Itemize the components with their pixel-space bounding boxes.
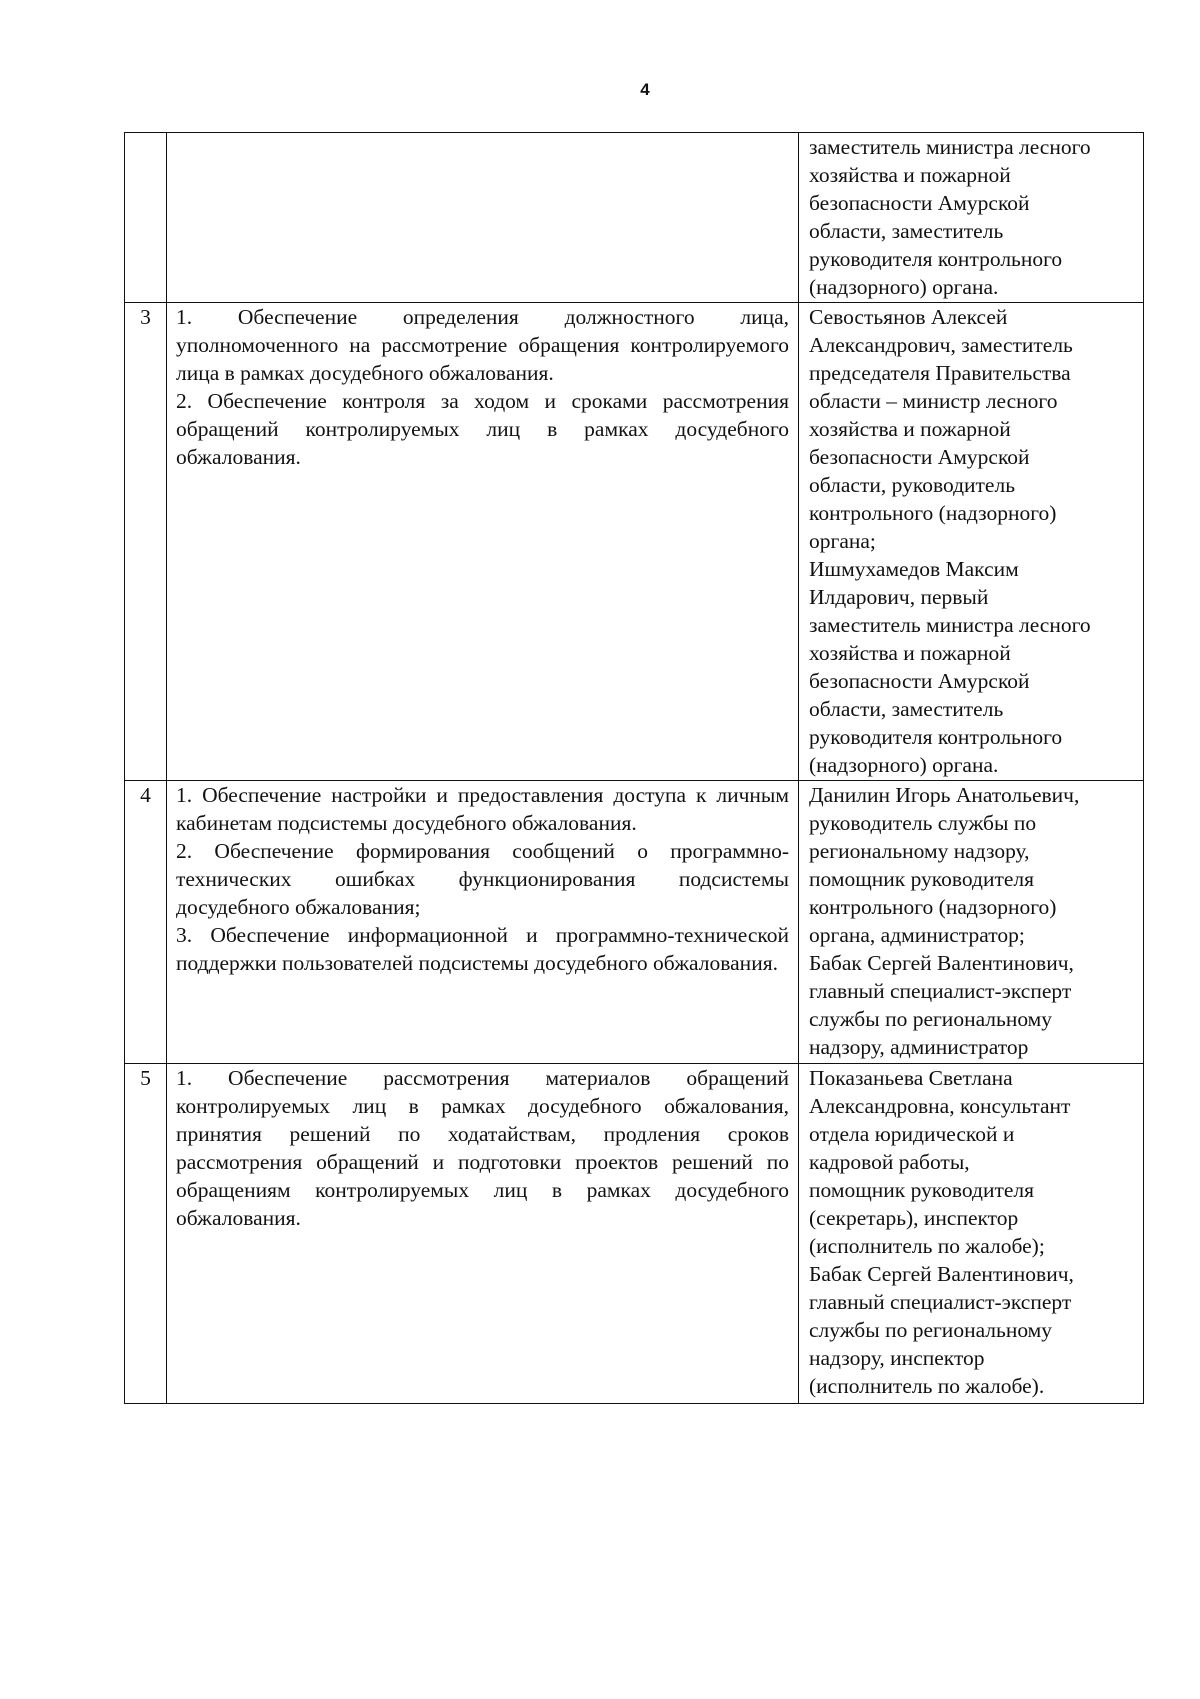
person-line: контрольного (надзорного) bbox=[809, 501, 1057, 525]
persons-cell bbox=[799, 303, 1144, 781]
table-row bbox=[125, 133, 1144, 303]
tasks-cell bbox=[167, 781, 799, 1064]
person-line: хозяйства и пожарной bbox=[809, 163, 1011, 187]
person-line: (секретарь), инспектор bbox=[809, 1206, 1019, 1230]
task-item: 1. Обеспечение настройки и предоставления доступа к личным кабинетам подсистемы досудебного обжалования. bbox=[176, 783, 789, 835]
table-row bbox=[125, 1064, 1144, 1404]
person-line: отдела юридической и bbox=[809, 1122, 1015, 1146]
person-line: (надзорного) органа. bbox=[809, 753, 999, 777]
person-line: надзору, администратор bbox=[809, 1035, 1029, 1059]
person-line: (исполнитель по жалобе). bbox=[809, 1374, 1045, 1398]
person-line: органа, администратор; bbox=[809, 923, 1025, 947]
task-item: 2. Обеспечение формирования сообщений о программно-технических ошибках функционирования подсистемы досудебного обжалования; bbox=[176, 839, 789, 919]
row-number: 3 bbox=[125, 303, 167, 781]
person-line: помощник руководителя bbox=[809, 1178, 1035, 1202]
person-line: главный специалист-эксперт bbox=[809, 1290, 1072, 1314]
person-line: хозяйства и пожарной bbox=[809, 641, 1011, 665]
task-item: 1. Обеспечение определения должностного лица, уполномоченного на рассмотрение обращения контролируемого лица в рамках досудебного обжалования. bbox=[176, 305, 789, 385]
tasks-cell bbox=[167, 1064, 799, 1404]
task-item: 3. Обеспечение информационной и программно-технической поддержки пользователей подсистемы досудебного обжалования. bbox=[176, 923, 789, 975]
tasks-cell bbox=[167, 133, 799, 303]
page-number: 4 bbox=[640, 80, 650, 99]
responsibilities-table bbox=[124, 132, 1144, 1404]
row-number: 5 bbox=[125, 1064, 167, 1404]
person-line: Бабак Сергей Валентинович, bbox=[809, 951, 1074, 975]
person-line: контрольного (надзорного) bbox=[809, 895, 1057, 919]
person-line: руководителя контрольного bbox=[809, 247, 1063, 271]
person-line: Александрович, заместитель bbox=[809, 333, 1073, 357]
person-line: (надзорного) органа. bbox=[809, 275, 999, 299]
row-number: 4 bbox=[125, 781, 167, 1064]
person-line: заместитель министра лесного bbox=[809, 135, 1091, 159]
person-line: органа; bbox=[809, 529, 876, 553]
person-line: службы по региональному bbox=[809, 1318, 1053, 1342]
person-line: региональному надзору, bbox=[809, 839, 1030, 863]
person-line: Бабак Сергей Валентинович, bbox=[809, 1262, 1074, 1286]
person-line: (исполнитель по жалобе); bbox=[809, 1234, 1045, 1258]
person-line: безопасности Амурской bbox=[809, 445, 1030, 469]
person-line: области, заместитель bbox=[809, 697, 1004, 721]
person-line: безопасности Амурской bbox=[809, 669, 1030, 693]
person-line: надзору, инспектор bbox=[809, 1346, 985, 1370]
person-line: Ишмухамедов Максим bbox=[809, 557, 1019, 581]
person-line: кадровой работы, bbox=[809, 1150, 970, 1174]
person-line: Показаньева Светлана bbox=[809, 1066, 1013, 1090]
person-line: руководителя контрольного bbox=[809, 725, 1063, 749]
task-item: 2. Обеспечение контроля за ходом и сроками рассмотрения обращений контролируемых лиц в рамках досудебного обжалования. bbox=[176, 389, 789, 469]
person-line: заместитель министра лесного bbox=[809, 613, 1091, 637]
person-line: руководитель службы по bbox=[809, 811, 1037, 835]
person-line: безопасности Амурской bbox=[809, 191, 1030, 215]
row-number bbox=[125, 133, 167, 303]
person-line: хозяйства и пожарной bbox=[809, 417, 1011, 441]
person-line: Александровна, консультант bbox=[809, 1094, 1071, 1118]
table-row bbox=[125, 303, 1144, 781]
person-line: Илдарович, первый bbox=[809, 585, 989, 609]
person-line: области – министр лесного bbox=[809, 389, 1058, 413]
persons-cell bbox=[799, 133, 1144, 303]
person-line: главный специалист-эксперт bbox=[809, 979, 1072, 1003]
person-line: службы по региональному bbox=[809, 1007, 1053, 1031]
person-line: Данилин Игорь Анатольевич, bbox=[809, 783, 1080, 807]
person-line: Севостьянов Алексей bbox=[809, 305, 1008, 329]
person-line: помощник руководителя bbox=[809, 867, 1035, 891]
person-line: области, руководитель bbox=[809, 473, 1015, 497]
person-line: области, заместитель bbox=[809, 219, 1004, 243]
persons-cell bbox=[799, 1064, 1144, 1404]
person-line: председателя Правительства bbox=[809, 361, 1071, 385]
tasks-cell bbox=[167, 303, 799, 781]
persons-cell bbox=[799, 781, 1144, 1064]
task-item: 1. Обеспечение рассмотрения материалов обращений контролируемых лиц в рамках досудебного обжалования, принятия решений по ходатайствам, продления сроков рассмотрения обращений и подготовки проектов решений по обращениям контролируемых лиц в рамках досудебного обжалования. bbox=[176, 1066, 789, 1230]
table-row bbox=[125, 781, 1144, 1064]
